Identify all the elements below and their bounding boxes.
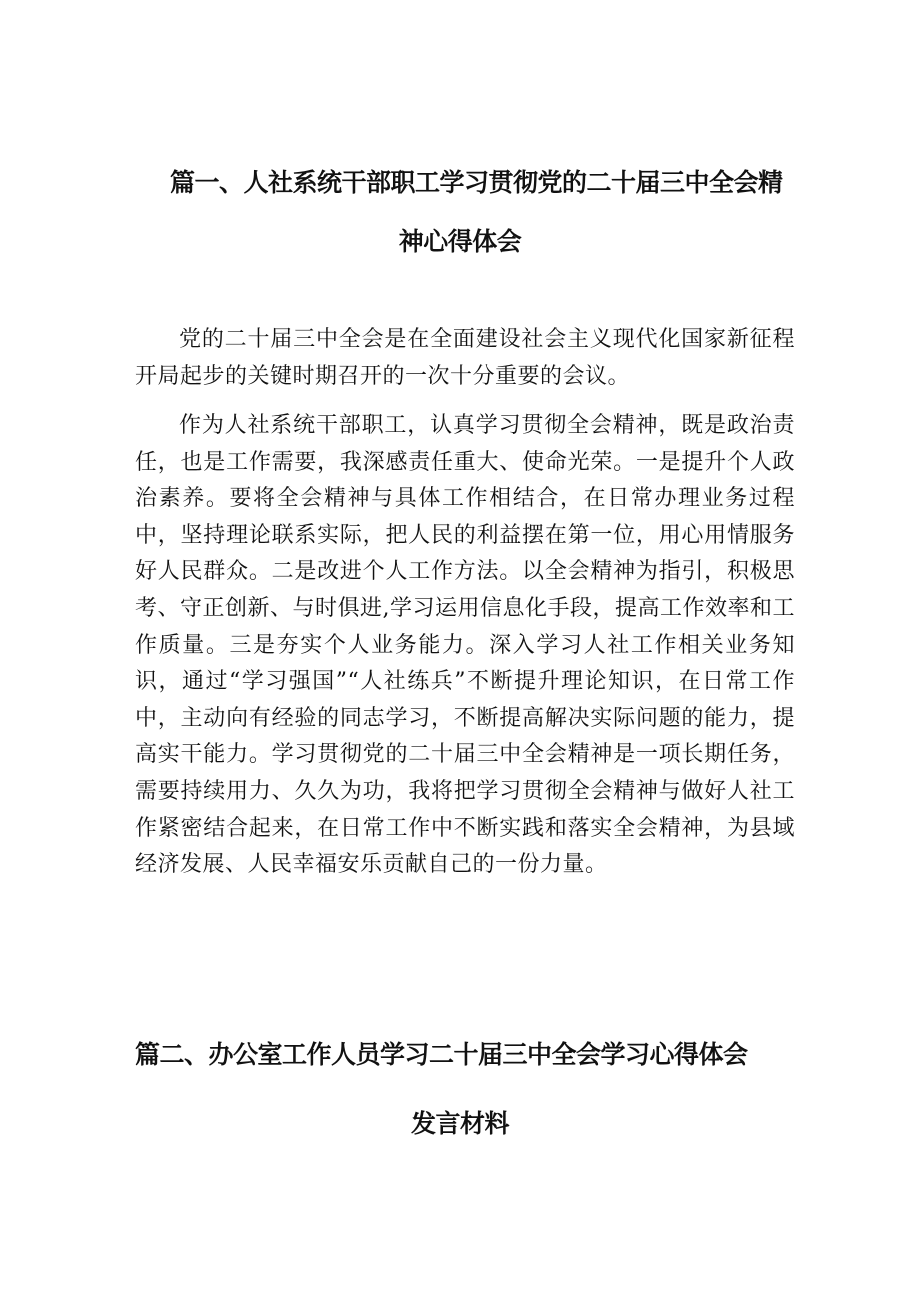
section2-title-line1: 篇二、办公室工作人员学习二十届三中全会学习心得体会 <box>135 1040 748 1069</box>
section1-paragraph-1: 党的二十届三中全会是在全面建设社会主义现代化国家新征程开局起步的关键时期召开的一次十分重要的会议。 <box>135 327 795 389</box>
section1-title-line1: 篇一、人社系统干部职工学习贯彻党的二十届三中全会精 <box>170 168 783 197</box>
section1-paragraph-2: 作为人社系统干部职工，认真学习贯彻全会精神，既是政治责任，也是工作需要，我深感责任重大、使命光荣。一是提升个人政治素养。要将全会精神与具体工作相结合，在日常办理业务过程中，坚持理论联系实际，把人民的利益摆在第一位，用心用情服务好人民群众。二是改进个人工作方法。以全会精神为指引，积极思考、守正创新、与时俱进,学习运用信息化手段，提高工作效率和工作质量。三是夯实个人业务能力。深入学习人社工作相关业务知识，通过“学习强国”“人社练兵”不断提升理论知识，在日常工作中，主动向有经验的同志学习，不断提高解决实际问题的能力，提高实干能力。学习贯彻党的二十届三中全会精神是一项长期任务，需要持续用力、久久为功，我将把学习贯彻全会精神与做好人社工作紧密结合起来，在日常工作中不断实践和落实全会精神，为县域经济发展、人民幸福安乐贡献自己的一份力量。 <box>135 413 795 878</box>
section2-title-line2: 发言材料 <box>410 1109 509 1138</box>
section1-title-line2: 神心得体会 <box>398 227 522 256</box>
